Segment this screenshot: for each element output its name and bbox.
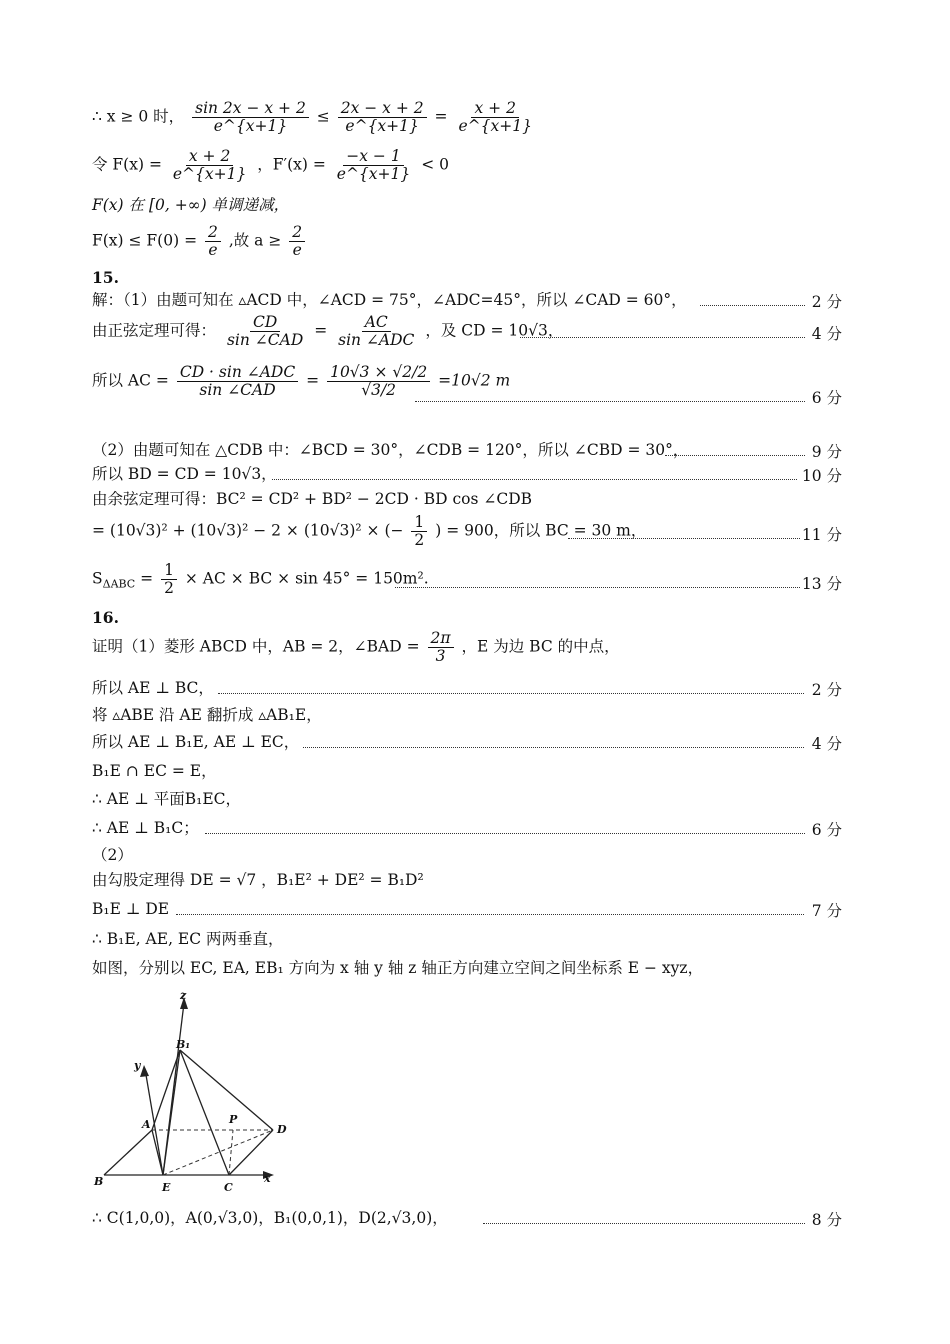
derivation-line-3: F(x) 在 [0, +∞) 单调递减， xyxy=(92,196,290,214)
q15-score-4: 9 分 xyxy=(811,443,842,461)
q16-score-2: 2 分 xyxy=(811,681,842,699)
q15-score-1: 2 分 xyxy=(811,293,842,311)
q16-line-11: ∴ B₁E, AE, EC 两两垂直， xyxy=(92,930,284,948)
label-z: z xyxy=(180,989,187,1002)
q15-score-3: 6 分 xyxy=(811,389,842,407)
q15-line-2: 由正弦定理可得： $\frac{CD}{\text{sin ∠CAD}}$ = $\frac{AC}{\text{sin ∠ADC}}$ ，及 CD = 10√3， xyxy=(92,313,564,349)
q16-line-7: ∴ AE ⊥ B₁C； xyxy=(92,819,199,837)
q15-line-6: 由余弦定理可得：BC² = CD² + BD² − 2CD · BD cos ∠CDB xyxy=(92,490,533,508)
q16-score-4: 4 分 xyxy=(811,735,842,753)
label-D: D xyxy=(277,1123,287,1136)
label-y: y xyxy=(134,1059,141,1072)
derivation-line-1: ∴ x ≥ 0 时， $\frac{\sin 2x - x + 2}{e\^{}\{x+1\}}$ ≤ $\frac{2x - x + 2}{e\^{}\{x+1\}}$ = $\frac{x + 2}{e\^{}\{x+1\}}$ xyxy=(92,99,532,135)
q15-line-8: $S_{\Delta ABC}$ = $\frac{1}{2}$ × AC × BC × sin 45° = 150m². xyxy=(92,561,429,597)
derivation-line-2: 令 F(x) = $\frac{x + 2}{e\^{}\{x+1\}}$ ，F′(x) = $\frac{-x - 1}{e\^{}\{x+1\}}$ < 0 xyxy=(92,147,449,183)
label-B1: B₁ xyxy=(176,1038,191,1051)
q16-score-7: 6 分 xyxy=(811,821,842,839)
q15-score-8: 13 分 xyxy=(801,575,842,593)
q16-line-2: 所以 AE ⊥ BC， xyxy=(92,679,214,697)
derivation-line-4: F(x) ≤ F(0) = $\frac{2}{e}$ ,故 a ≥ $\frac{2}{e}$ xyxy=(92,224,308,259)
q16-line-8: （2） xyxy=(92,846,133,864)
q16-line-6: ∴ AE ⊥ 平面B₁EC， xyxy=(92,790,242,808)
coordinate-figure xyxy=(88,985,308,1200)
question-16-label: 16. xyxy=(92,608,119,627)
question-15-label: 15. xyxy=(92,268,119,287)
q15-line-3: 所以 AC = $\frac{\text{CD · sin ∠ADC}}{\text{sin ∠CAD}}$ = $\frac{10√3 \times √2/2}{√3/2}$ =10√2 m xyxy=(92,363,511,399)
q16-line-5: B₁E ∩ EC = E， xyxy=(92,762,217,780)
q15-score-5: 10 分 xyxy=(801,467,842,485)
q16-line-10: B₁E ⊥ DE xyxy=(92,900,170,918)
q15-line-1: 解：（1）由题可知在 ▵ACD 中，∠ACD = 75°，∠ADC=45°，所以 ∠CAD = 60°， xyxy=(92,291,687,309)
q16-line-12: 如图，分别以 EC, EA, EB₁ 方向为 x 轴 y 轴 z 轴正方向建立空间之间坐标系 E − xyz， xyxy=(92,959,704,977)
q16-line-1: 证明（1）菱形 ABCD 中，AB = 2，∠BAD = $\frac{2\pi}{3}$ ，E 为边 BC 的中点， xyxy=(92,629,620,665)
q16-line-4: 所以 AE ⊥ B₁E, AE ⊥ EC， xyxy=(92,733,300,751)
q16-score-13: 8 分 xyxy=(811,1211,842,1229)
q15-line-7: = (10√3)² + (10√3)² − 2 × (10√3)² × (− $\frac{1}{2}$ ) = 900，所以 BC = 30 m， xyxy=(92,513,647,549)
q15-score-7: 11 分 xyxy=(801,526,842,544)
label-B: B xyxy=(94,1175,104,1188)
q15-score-2: 4 分 xyxy=(811,325,842,343)
label-E: E xyxy=(162,1181,171,1194)
q16-line-13: ∴ C(1,0,0)，A(0,√3,0)，B₁(0,0,1)，D(2,√3,0)， xyxy=(92,1209,448,1227)
label-x: x xyxy=(264,1172,271,1185)
label-A: A xyxy=(142,1118,151,1131)
q15-line-5: 所以 BD = CD = 10√3， xyxy=(92,465,277,483)
label-P: P xyxy=(229,1113,238,1126)
q16-score-10: 7 分 xyxy=(811,902,842,920)
q15-line-4: （2）由题可知在 △CDB 中：∠BCD = 30°，∠CDB = 120°，所以 ∠CBD = 30°， xyxy=(92,441,689,459)
label-C: C xyxy=(224,1181,233,1194)
q16-line-3: 将 ▵ABE 沿 AE 翻折成 ▵AB₁E， xyxy=(92,706,322,724)
q16-line-9: 由勾股定理得 DE = √7 ，B₁E² + DE² = B₁D² xyxy=(92,871,424,889)
